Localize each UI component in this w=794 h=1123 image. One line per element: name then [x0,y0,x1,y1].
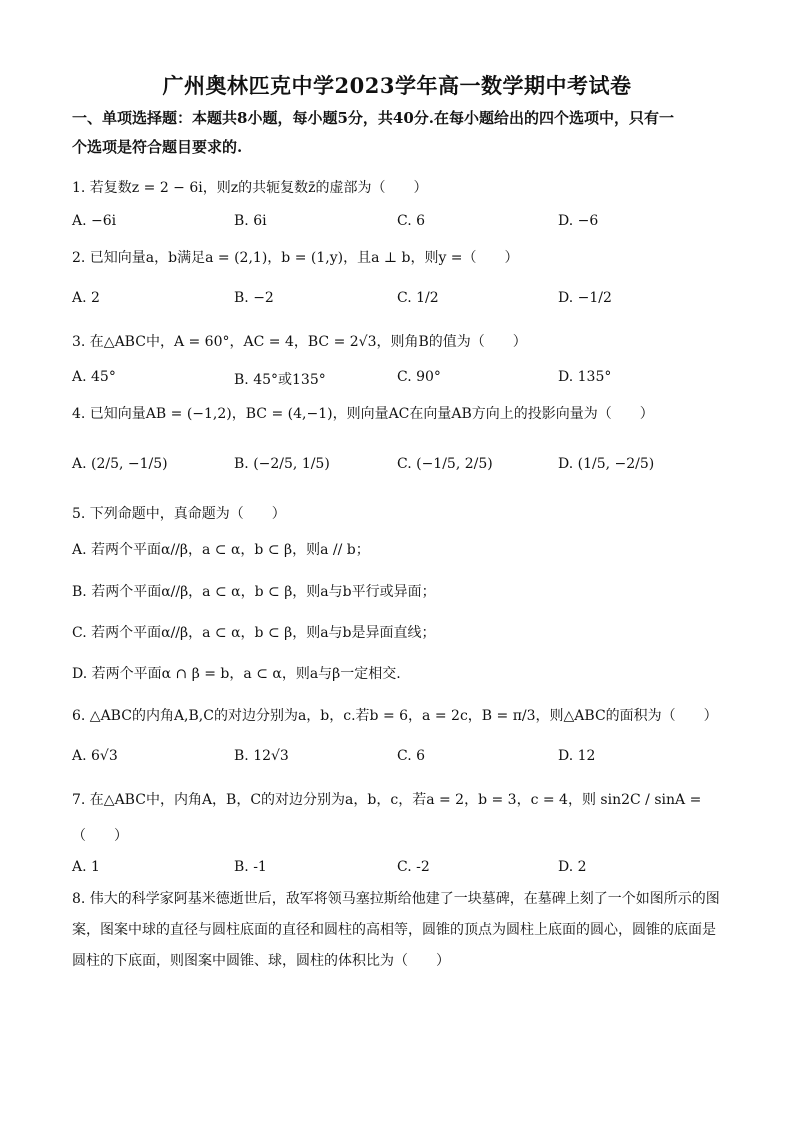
option-c: C. (−1/5, 2/5) [397,456,493,472]
question-7-options [72,859,732,883]
option-d: D. 2 [558,859,587,875]
option-b: B. −2 [234,290,274,306]
question-7-paren: （ ） [72,828,128,844]
question-4-stem: 4. 已知向量AB = (−1,2)，BC = (4,−1)，则向量AC在向量AB方向上的投影向量为（ ） [72,406,654,422]
option-a: A. (2/5, −1/5) [72,456,168,472]
option-b: B. -1 [234,859,267,875]
option-c: C. -2 [397,859,430,875]
question-3-options [72,369,732,393]
question-8-line: 8. 伟大的科学家阿基米德逝世后，敌军将领马塞拉斯给他建了一块墓碑，在墓碑上刻了一个如图所示的图 [72,891,720,907]
question-1-options [72,213,732,237]
option-a: A. 2 [72,290,100,306]
question-6-stem: 6. △ABC的内角A,B,C的对边分别为a，b，c.若b = 6，a = 2c，B = π/3，则△ABC的面积为（ ） [72,708,718,724]
question-2-stem: 2. 已知向量a，b满足a = (2,1)，b = (1,y)，且a ⊥ b，则y =（ ） [72,250,519,266]
option-d: D. −1/2 [558,290,612,306]
option-a: A. 6√3 [72,748,118,764]
question-7-stem: 7. 在△ABC中，内角A，B，C的对边分别为a，b，c，若a = 2，b = 3，c = 4，则 sin2C / sinA = [72,792,702,808]
question-8-stem [72,884,732,977]
question-8-line: 圆柱的下底面，则图案中圆锥、球，圆柱的体积比为（ ） [72,953,450,969]
option-d: D. −6 [558,213,599,229]
question-1-stem: 1. 若复数z = 2 − 6i，则z的共轭复数z̄的虚部为（ ） [72,180,428,196]
section-heading-line: 一、单项选择题：本题共8小题，每小题5分，共40分.在每小题给出的四个选项中，只有一 [72,109,674,127]
question-5-option-c: C. 若两个平面α//β，a ⊂ α，b ⊂ β，则a与b是异面直线； [72,625,436,641]
question-8-line: 案，图案中球的直径与圆柱底面的直径和圆柱的高相等，圆锥的顶点为圆柱上底面的圆心，圆锥的底面是 [72,922,716,938]
option-c: C. 6 [397,748,426,764]
option-b: B. 6i [234,213,267,229]
option-c: C. 6 [397,213,426,229]
question-4-options [72,456,732,480]
section-heading [72,104,732,162]
option-b: B. 12√3 [234,748,289,764]
option-b: B. 45°或135° [234,372,326,388]
option-d: D. 12 [558,748,596,764]
exam-title: 广州奥林匹克中学2023学年高一数学期中考试卷 [162,73,632,98]
option-c: C. 90° [397,369,441,385]
question-5-stem: 5. 下列命题中，真命题为（ ） [72,506,286,522]
option-a: A. 45° [72,369,116,385]
question-3-stem: 3. 在△ABC中，A = 60°，AC = 4，BC = 2√3，则角B的值为（ ） [72,334,527,350]
option-b: B. (−2/5, 1/5) [234,456,330,472]
option-a: A. −6i [72,213,117,229]
section-heading-line: 个选项是符合题目要求的. [72,138,243,156]
option-a: A. 1 [72,859,100,875]
option-c: C. 1/2 [397,290,439,306]
question-5-option-b: B. 若两个平面α//β，a ⊂ α，b ⊂ β，则a与b平行或异面； [72,584,436,600]
question-5-option-d: D. 若两个平面α ∩ β = b，a ⊂ α，则a与β一定相交. [72,666,401,682]
question-6-options [72,748,732,772]
option-d: D. 135° [558,369,612,385]
question-2-options [72,290,732,314]
option-d: D. (1/5, −2/5) [558,456,655,472]
question-5-option-a: A. 若两个平面α//β，a ⊂ α，b ⊂ β，则a // b； [72,542,370,558]
